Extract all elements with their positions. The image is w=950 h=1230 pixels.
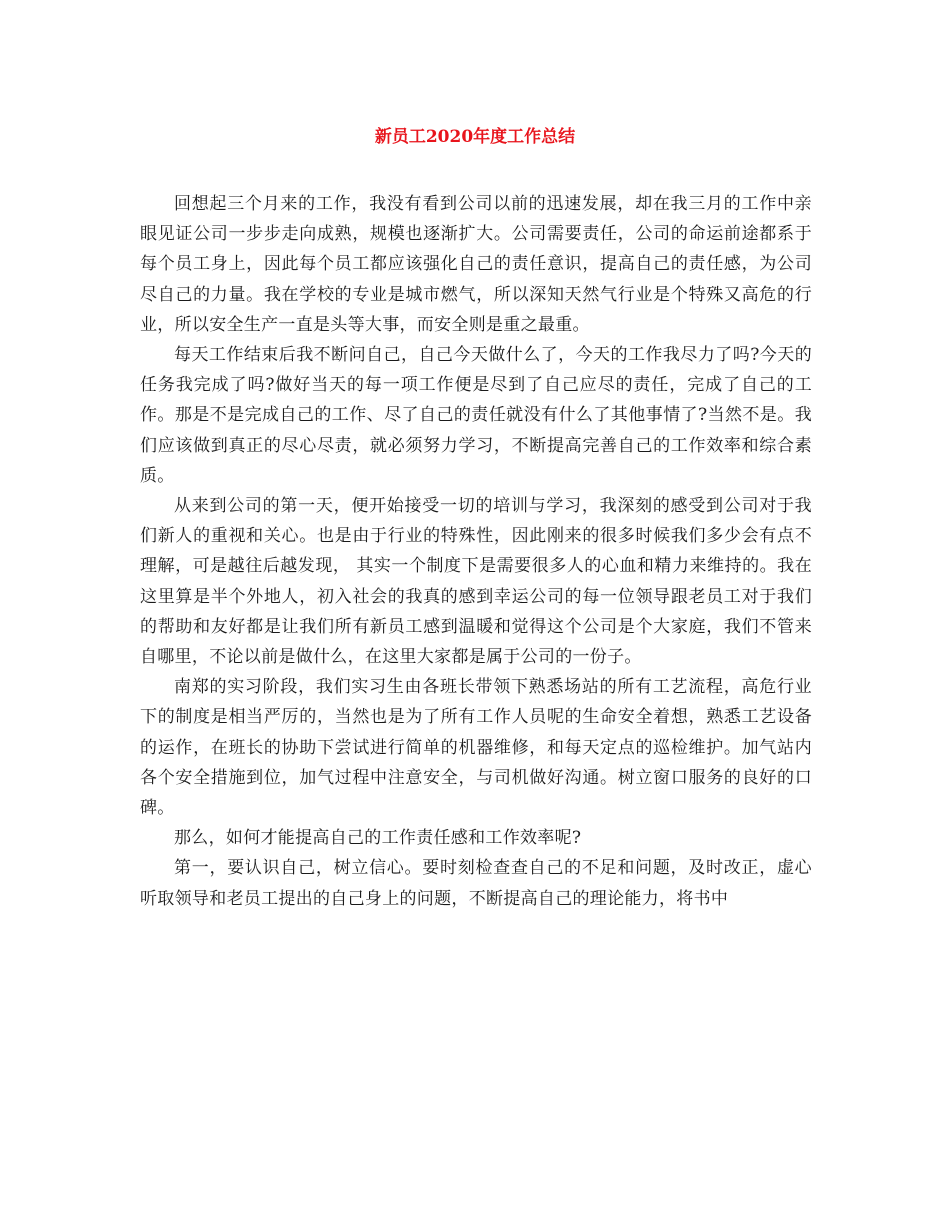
- document-title: 新员工2020年度工作总结: [374, 127, 576, 147]
- document-body: [140, 189, 812, 914]
- paragraph-4: 南郑的实习阶段，我们实习生由各班长带领下熟悉场站的所有工艺流程，高危行业下的制度是相当严厉的，当然也是为了所有工作人员呢的生命安全着想，熟悉工艺设备的运作，在班长的协助下尝试进行简单的机器维修，和每天定点的巡检维护。加气站内各个安全措施到位，加气过程中注意安全，与司机做好沟通。树立窗口服务的良好的口碑。: [140, 677, 812, 819]
- paragraph-5: 那么，如何才能提高自己的工作责任感和工作效率呢?: [174, 828, 582, 849]
- paragraph-6: 第一，要认识自己，树立信心。要时刻检查查自己的不足和问题，及时改正，虚心听取领导和老员工提出的自己身上的问题，不断提高自己的理论能力，将书中: [140, 858, 812, 909]
- paragraph-2: 每天工作结束后我不断问自己，自己今天做什么了，今天的工作我尽力了吗?今天的任务我完成了吗?做好当天的每一项工作便是尽到了自己应尽的责任，完成了自己的工作。那是不是完成自己的工作、尽了自己的责任就没有什么了其他事情了?当然不是。我们应该做到真正的尽心尽责，就必须努力学习，不断提高完善自己的工作效率和综合素质。: [140, 345, 812, 486]
- paragraph-1: 回想起三个月来的工作，我没有看到公司以前的迅速发展，却在我三月的工作中亲眼见证公司一步步走向成熟，规模也逐渐扩大。公司需要责任，公司的命运前途都系于每个员工身上，因此每个员工都应该强化自己的责任意识，提高自己的责任感，为公司尽自己的力量。我在学校的专业是城市燃气，所以深知天然气行业是个特殊又高危的行业，所以安全生产一直是头等大事，而安全则是重之最重。: [140, 194, 812, 335]
- paragraph-3: 从来到公司的第一天，便开始接受一切的培训与学习，我深刻的感受到公司对于我们新人的重视和关心。也是由于行业的特殊性，因此刚来的很多时候我们多少会有点不理解，可是越往后越发现， 其实一个制度下是需要很多人的心血和精力来维持的。我在这里算是半个外地人，初入社会的我真的感到幸运公司的每一位领导跟老员工对于我们的帮助和友好都是让我们所有新员工感到温暖和觉得这个公司是个大家庭，我们不管来自哪里，不论以前是做什么，在这里大家都是属于公司的一份子。: [140, 496, 812, 668]
